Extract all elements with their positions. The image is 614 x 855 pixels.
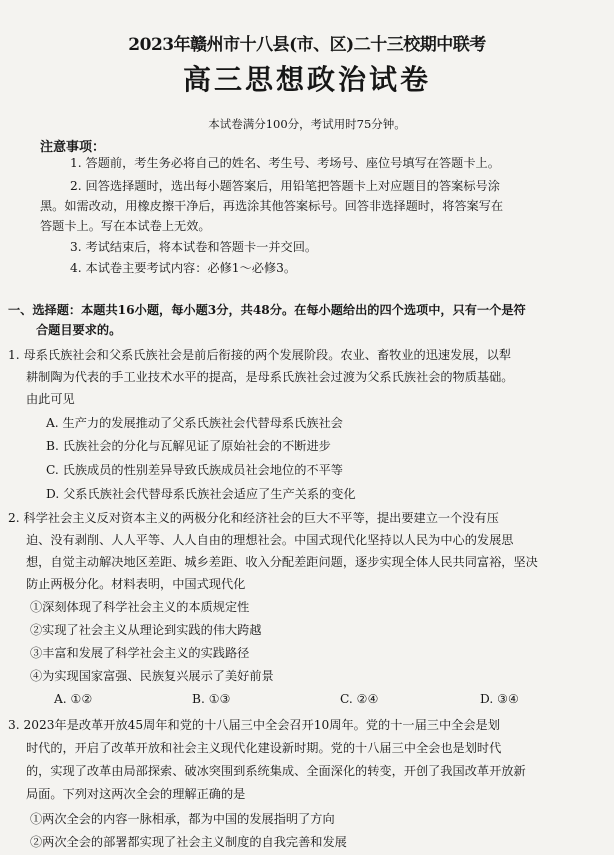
question-2-statement: ②实现了社会主义从理论到实践的伟大跨越 bbox=[30, 623, 262, 637]
notice-item: 2. 回答选择题时，选出每小题答案后，用铅笔把答题卡上对应题目的答案标号涂 bbox=[70, 179, 500, 193]
notice-item: 3. 考试结束后，将本试卷和答题卡一并交回。 bbox=[70, 240, 318, 254]
question-1-option-c: C. 氏族成员的性别差异导致氏族成员社会地位的不平等 bbox=[46, 463, 343, 477]
question-3-stem: 的，实现了改革由局部探索、破冰突围到系统集成、全面深化的转变，开创了我国改革开放新 bbox=[26, 764, 526, 778]
notice-item: 4. 本试卷主要考试内容：必修1～必修3。 bbox=[70, 261, 297, 275]
question-1-stem: 1. 母系氏族社会和父系氏族社会是前后衔接的两个发展阶段。农业、畜牧业的迅速发展，以犁 bbox=[8, 348, 512, 362]
question-1-stem: 由此可见 bbox=[26, 392, 75, 406]
question-2-stem: 防止两极分化。材料表明，中国式现代化 bbox=[26, 577, 246, 591]
question-3-statement: ②两次全会的部署都实现了社会主义制度的自我完善和发展 bbox=[30, 835, 347, 849]
question-3-stem: 3. 2023年是改革开放45周年和党的十八届三中全会召开10周年。党的十一届三中全会是划 bbox=[8, 718, 500, 732]
question-2-choice-a: A. ①② bbox=[54, 692, 93, 706]
question-2-statement: ④为实现国家富强、民族复兴展示了美好前景 bbox=[30, 669, 274, 683]
question-1-option-b: B. 氏族社会的分化与瓦解见证了原始社会的不断进步 bbox=[46, 439, 331, 453]
question-3-stem: 时代的，开启了改革开放和社会主义现代化建设新时期。党的十八届三中全会也是划时代 bbox=[26, 741, 502, 755]
exam-title: 高三思想政治试卷 bbox=[182, 63, 431, 96]
exam-subtitle: 本试卷满分100分，考试用时75分钟。 bbox=[208, 117, 406, 131]
question-2-statement: ①深刻体现了科学社会主义的本质规定性 bbox=[30, 600, 250, 614]
question-3-statement: ①两次全会的内容一脉相承，都为中国的发展指明了方向 bbox=[30, 812, 335, 826]
question-3-stem: 局面。下列对这两次全会的理解正确的是 bbox=[26, 787, 246, 801]
section-heading-cont: 合题目要求的。 bbox=[36, 323, 122, 337]
question-2-statement: ③丰富和发展了科学社会主义的实践路径 bbox=[30, 646, 250, 660]
question-1-option-a: A. 生产力的发展推动了父系氏族社会代替母系氏族社会 bbox=[46, 416, 343, 430]
question-1-option-d: D. 父系氏族社会代替母系氏族社会适应了生产关系的变化 bbox=[46, 487, 356, 501]
section-heading: 一、选择题：本题共16小题，每小题3分，共48分。在每小题给出的四个选项中，只有一个是符 bbox=[8, 303, 526, 317]
exam-header-line: 2023年赣州市十八县(市、区)二十三校期中联考 bbox=[128, 35, 486, 55]
question-2-choice-d: D. ③④ bbox=[480, 692, 519, 706]
notice-item: 黑。如需改动，用橡皮擦干净后，再选涂其他答案标号。回答非选择题时，将答案写在 bbox=[40, 199, 504, 213]
notice-item: 1. 答题前，考生务必将自己的姓名、考生号、考场号、座位号填写在答题卡上。 bbox=[70, 156, 500, 170]
question-2-stem: 迫、没有剥削、人人平等、人人自由的理想社会。中国式现代化坚持以人民为中心的发展思 bbox=[26, 533, 514, 547]
question-2-choice-c: C. ②④ bbox=[340, 692, 379, 706]
question-1-stem: 耕制陶为代表的手工业技术水平的提高，是母系氏族社会过渡为父系氏族社会的物质基础。 bbox=[26, 370, 514, 384]
question-2-stem: 想，自觉主动解决地区差距、城乡差距、收入分配差距问题，逐步实现全体人民共同富裕，坚决 bbox=[26, 555, 538, 569]
notice-item: 答题卡上。写在本试卷上无效。 bbox=[40, 219, 211, 233]
question-2-choice-b: B. ①③ bbox=[192, 692, 231, 706]
question-2-stem: 2. 科学社会主义反对资本主义的两极分化和经济社会的巨大不平等，提出要建立一个没有压 bbox=[8, 511, 499, 525]
notice-title: 注意事项： bbox=[40, 140, 106, 155]
